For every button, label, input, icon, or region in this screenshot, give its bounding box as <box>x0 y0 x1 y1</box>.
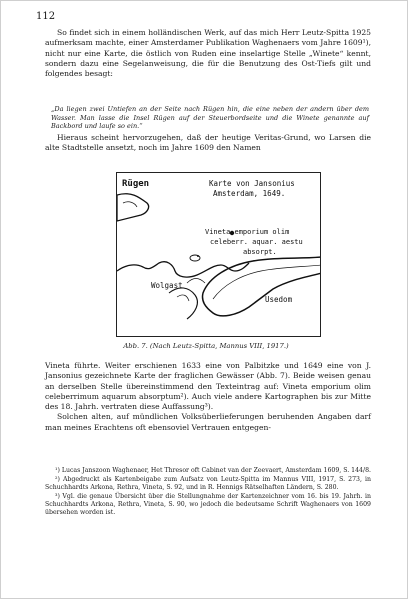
paragraph-vineta <box>45 361 371 433</box>
footnote-3: ³) Vgl. die genaue Übersicht über die Stellungnahme der Kartenzeichner vom 16. bis 19. Jahrh. in Schuchhardts Arkona, Rethra, Vineta, S. 90, wo jedoch die bedeutsame Schrift Waghenaers von 1609 übersehen worden ist. <box>45 493 371 516</box>
map-vineta-line2: celeberr. aquar. aestu <box>210 238 303 246</box>
footnote-2: ²) Abgedruckt als Kartenbeigabe zum Aufsatz von Leutz-Spitta im Mannus VIII, 1917, S. 273, in Schuchhardts Arkona, Rethra, Vineta, S. 92, und in R. Hennigs Rätselhaften Ländern, S. 280. <box>45 476 371 491</box>
map-label-wolgast: Wolgast <box>151 281 183 290</box>
map-title-line2: Amsterdam, 1649. <box>213 189 286 198</box>
map-title-line1: Karte von Jansonius <box>209 179 295 188</box>
paragraph-2: Hieraus scheint hervorzugehen, daß der heutige Veritas-Grund, wo Larsen die alte Stadtstelle ansetzt, noch im Jahre 1609 den Namen <box>45 133 371 153</box>
paragraph-3: Vineta führte. Weiter erschienen 1633 eine von Palbitzke und 1649 eine von J. Jansonius gezeichnete Karte der fraglichen Gewässer (Abb. 7). Beide weisen genau an derselben Stelle übereinstimmend den Texteintrag auf: Vineta emporium olim celeberrimum aquarum absorptum²). Auch viele andere Kartographen bis zur Mitte des 18. Jahrh. vertraten diese Auffassung³). <box>45 361 371 412</box>
map-label-ruegen: Rügen <box>122 179 150 189</box>
figure-caption: Abb. 7. (Nach Leutz-Spitta, Mannus VIII, 1917.) <box>123 342 289 350</box>
page-number: 112 <box>36 11 56 22</box>
map-figure <box>116 172 321 337</box>
footnote-1: ¹) Lucas Janszoon Waghenaer, Het Thresor oft Cabinet van der Zeevaert, Amsterdam 1609, S. 144/8. <box>55 467 371 474</box>
paragraph-1: So findet sich in einem holländischen Werk, auf das mich Herr Leutz-Spitta 1925 aufmerksam machte, einer Amsterdamer Publikation Waghenaers vom Jahre 1609¹), nicht nur eine Karte, die östlich von Ruden eine inselartige Stelle „Winete“ kennt, sondern dazu eine Segelanweisung, die für die Benutzung des Ost-Tiefs gilt und folgendes besagt: <box>45 28 371 79</box>
paragraph-hieraus <box>45 133 371 154</box>
paragraph-intro <box>45 28 371 79</box>
footnotes <box>45 467 371 518</box>
block-quote: „Da liegen zwei Untiefen an der Seite nach Rügen hin, die eine neben der andern über dem Wasser. Man lasse die Insel Rügen auf der Steuerbordseite und die Winete genannte auf Backbord und laufe so ein.“ <box>51 105 369 131</box>
map-label-usedom: Usedom <box>265 295 293 304</box>
ruegen-coast <box>117 194 149 221</box>
paragraph-4: Solchen alten, auf mündlichen Volksüberlieferungen beruhenden Angaben darf man meines Erachtens oft ebensoviel Vertrauen entgegen- <box>45 412 371 432</box>
map-vineta-line3: absorpt. <box>243 248 277 256</box>
map-vineta-line1: Vineta emporium olim <box>205 228 290 236</box>
